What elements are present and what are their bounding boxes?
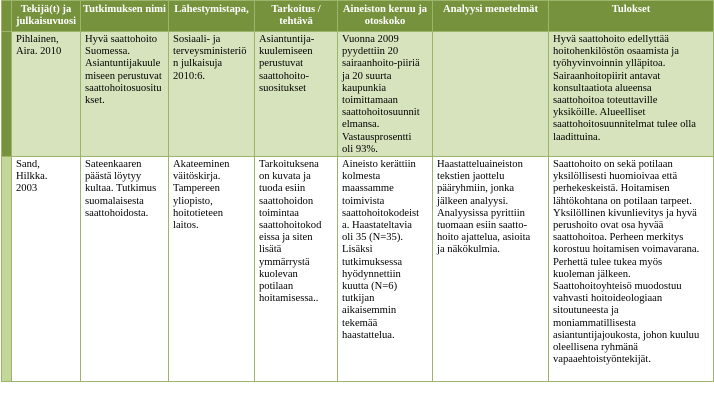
header-data-collection: Aineiston keruu ja otoskoko — [338, 1, 433, 32]
cell-author: Sand, Hilkka. 2003 — [12, 157, 81, 382]
header-results: Tulokset — [549, 1, 714, 32]
header-approach: Lähestymistapa, — [169, 1, 255, 32]
cell-study-name: Hyvä saattohoito Suomessa. Asiantuntijakuule miseen perustuvat saattohoitosuositu kset. — [81, 32, 169, 157]
row-stripe — [2, 157, 12, 382]
table-row — [2, 32, 714, 157]
cell-approach: Sosiaali- ja terveysministeriö n julkaisuja 2010:6. — [169, 32, 255, 157]
row-stripe — [2, 1, 12, 32]
header-purpose: Tarkoitus / tehtävä — [255, 1, 338, 32]
cell-data-collection: Aineisto kerättiin kolmesta maassamme toimivista saattohoitokodeist a. Haastateltavia oli 35 (N=35). Lisäksi tutkimuksessa hyödynnettiin kuutta (N=6) tutkijan aikaisemmin tekemää haastattelua. — [338, 157, 433, 382]
header-analysis: Analyysi menetelmät — [433, 1, 549, 32]
cell-author: Pihlainen, Aira. 2010 — [12, 32, 81, 157]
header-author: Tekijä(t) ja julkaisuvuosi — [12, 1, 81, 32]
cell-purpose: Asiantuntija- kuulemiseen perustuvat saattohoito- suositukset — [255, 32, 338, 157]
cell-data-collection: Vuonna 2009 pyydettiin 20 sairaanhoito-piiriä ja 20 suurta kaupunkia toimittamaan saattohoitosuunnit elmansa. Vastausprosentti oli 93%. — [338, 32, 433, 157]
header-row — [2, 1, 714, 32]
cell-results: Saattohoito on sekä potilaan yksilöllisesti huomioivaa että perhekeskeistä. Hoitamisen lähtökohtana on potilaan tarpeet. Yksilöllinen kivunlievitys ja hyvä perushoito ovat osa hyvää saattohoitoa. Perheen merkitys korostuu hoitamisen voimavarana. Perhettä tulee tukea myös kuoleman jälkeen. Saattohoitoyhteisö muodostuu vahvasti hoitoideologiaan sitoutuneesta ja moniammatillisesta asiantuntijajoukosta, johon kuuluu oleellisena ryhmänä vapaaehtoistyöntekijät. — [549, 157, 714, 382]
research-summary-table — [1, 0, 714, 382]
row-stripe — [2, 32, 12, 157]
cell-analysis — [433, 32, 549, 157]
cell-results: Hyvä saattohoito edellyttää hoitohenkilöstön osaamista ja työhyvinvoinnin ylläpitoa. Sairaanhoitopiirit antavat konsultaatiota alueensa saattohoitoa toteuttaville yksiköille. Alueelliset saattohoitosuunnitelmat tulee olla laadittuina. — [549, 32, 714, 157]
cell-analysis: Haastatteluaineiston tekstien jaottelu pääryhmiin, jonka jälkeen analyysi. Analyysissa pyrittiin tuomaan esiin saatto- hoito ajattelua, asioita ja näkökulmia. — [433, 157, 549, 382]
cell-purpose: Tarkoituksena on kuvata ja tuoda esiin saattohoidon toimintaa saattohoitokod eissa ja siten lisätä ymmärrystä kuolevan potilaan hoitamisessa.. — [255, 157, 338, 382]
cell-study-name: Sateenkaaren päästä löytyy kultaa. Tutkimus suomalaisesta saattohoidosta. — [81, 157, 169, 382]
header-study-name: Tutkimuksen nimi — [81, 1, 169, 32]
cell-approach: Akateeminen väitöskirja. Tampereen yliopisto, hoitotieteen laitos. — [169, 157, 255, 382]
table-row — [2, 157, 714, 382]
